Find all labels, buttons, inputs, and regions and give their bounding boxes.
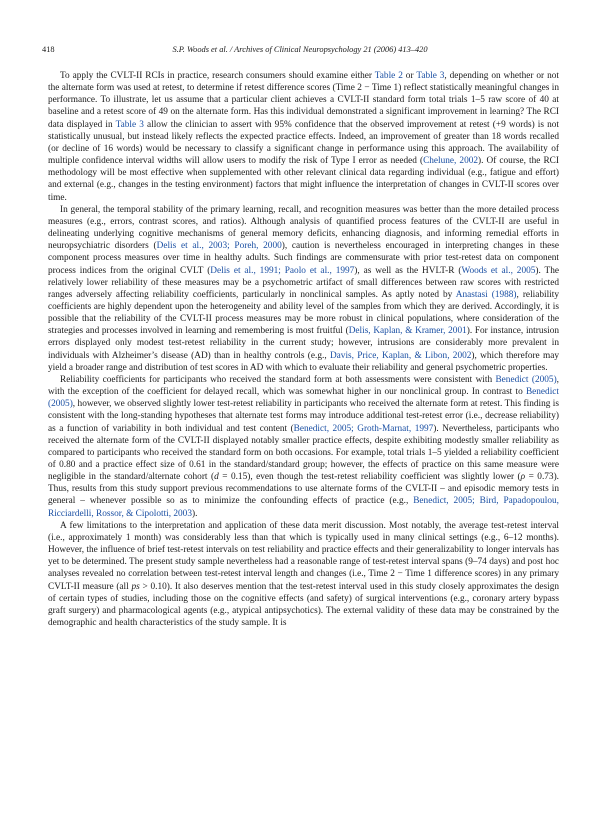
italic-symbol: ρ: [520, 472, 526, 483]
citation-link[interactable]: Benedict (2005): [48, 387, 559, 410]
text-run: , however, we observed slightly lower test-retest reliability in participants who received the alternate form at retest. This finding is consistent with the long-standing hypotheses that alternate test forms may introduce additional test-retest error (i.e., decrease reliability) as a function of variability in both individual and test content (: [48, 399, 559, 434]
citation-link[interactable]: Table 3: [416, 71, 445, 81]
text-run: , with the exception of the coefficient for delayed recall, which was somewhat higher in our nonclinical group. In contrast to: [48, 374, 559, 398]
paragraph: [48, 70, 559, 204]
citation-link[interactable]: Davis, Price, Kaplan, & Libon, 2002: [329, 350, 472, 361]
text-run: ).: [191, 508, 198, 519]
paragraph: [48, 374, 559, 520]
text-run: , reliability coefficients are highly dependent upon the heterogeneity and ability level of the samples from which they are derived. Accordingly, it is possible that the reliability of the CVLT-II process measures may be more robust in clinical populations, where consideration of the strategies and processes involved in learning and remembering is most fruitful (: [48, 289, 559, 337]
citation-link[interactable]: Benedict, 2005; Groth-Marnat, 1997: [293, 423, 434, 434]
citation-link[interactable]: Benedict (2005): [495, 374, 557, 385]
paragraph: [48, 204, 559, 374]
italic-symbol: ps: [131, 581, 140, 592]
text-run: ). Of course, the RCI methodology will be most effective when supplemented with other relevant clinical data regarding individual (e.g., fatigue and effort) and external (e.g., changes in the testing environment) factors that might influence the interpretation of changes in CVLT-II scores over time.: [48, 156, 559, 203]
text-run: ). The relatively lower reliability of these measures may be a psychometric artifact of small differences between raw scores with restricted ranges adversely affecting reliability coefficients, particularly in nonclinical samples. As aptly noted by: [48, 265, 559, 300]
text-run: To apply the CVLT-II RCIs in practice, research consumers should examine either: [60, 71, 375, 81]
italic-symbol: d: [214, 472, 219, 483]
text-run: = 0.73). Thus, results from this study support previous recommendations to use alternate forms of the CVLT-II – and episodic memory tests in general – whenever possible so as to minimize the confounding effects of practice (e.g.,: [48, 472, 559, 507]
citation-link[interactable]: Table 3: [115, 119, 144, 130]
text-run: ), caution is nevertheless encouraged in interpreting changes in these component process measures over time in healthy adults. Such findings are commensurate with prior test-retest data on component process indices from the original CVLT (: [48, 241, 559, 276]
paragraph: [48, 520, 559, 629]
citation-link[interactable]: Chelune, 2002: [423, 156, 479, 167]
article-body: [48, 70, 559, 629]
text-run: , depending on whether or not the alternate form was used at retest, to determine if retest difference scores (Time 2 − Time 1) reflect statistically meaningful changes in performance. To illustrate, let us assume that a particular client achieves a CVLT-II standard form total trials 1–5 raw score of 40 at baseline and a retest score of 49 on the alternate form. Has this individual demonstrated a significant improvement in learning? The RCI data displayed in: [48, 71, 559, 130]
text-run: A few limitations to the interpretation and application of these data merit discussion. Most notably, the average test-retest interval (i.e., approximately 1 month) was considerably less than that which is typically used in many clinical settings (e.g., 6–12 months). However, the influence of brief test-retest intervals on test reliability and practice effects and their generalizability to longer intervals has yet to be determined. The present study sample nevertheless had a reasonable range of test-retest interval spans (9–74 days) and post hoc analyses revealed no correlation between test-retest interval length and changes (i.e., Time 2 − Time 1 difference scores) in any primary CVLT-II measure (all: [48, 520, 559, 592]
page-number: 418: [42, 45, 55, 54]
text-run: In general, the temporal stability of the primary learning, recall, and recognition measures was better than the more detailed process measures (e.g., errors, contrast scores, and ratios). Although analysis of quantified process features of the CVLT-II are useful in delineating underlying cognitive mechanisms of general memory deficits, enhancing diagnosis, and informing remedial efforts in neuropsychiatric disorders (: [48, 204, 559, 252]
text-run: ), which therefore may yield a broader range and distribution of test scores in AD with which to evaluate their reliability and general psychometric properties.: [48, 350, 559, 373]
citation-link[interactable]: Anastasi (1988): [455, 289, 517, 300]
text-run: ). For instance, intrusion errors displayed only modest test-retest reliability in the current study; however, intrusions are considerably more prevalent in individuals with Alzheimer’s disease (AD) than in healthy controls (e.g.,: [48, 326, 559, 361]
text-run: ). Nevertheless, participants who received the alternate form of the CVLT-II displayed notably smaller practice effects, despite exhibiting modestly smaller reliability as compared to participants who received the standard form on both occasions. For example, total trials 1–5 yielded a reliability coefficient of 0.80 and a practice effect size of 0.61 in the standard/standard group; however, the effects of practice on this same measure were negligible in the standard/alternate cohort (: [48, 423, 559, 483]
text-run: > 0.10). It also deserves mention that the test-retest interval used in this study closely approximates the design of certain types of studies, including those on the cognitive effects (and safety) of surgical interventions (e.g., coronary artery bypass graft surgery) and pharmacological agents (e.g., atypical antipsychotics). The external validity of these data may be constrained by the demographic and health characteristics of the study sample. It is: [48, 581, 560, 629]
text-run: allow the clinician to assert with 95% confidence that the observed improvement at retest (+9 words) is not statistically unusual, but instead likely reflects the expected practice effects. Indeed, an improvement of greater than 18 words recalled (or decline of 16 words) would be necessary to classify a significant change in performance using this approach. The availability of multiple confidence interval widths will allow users to modify the risk of Type I error as needed (: [48, 119, 560, 167]
citation-link[interactable]: Benedict, 2005; Bird, Papadopoulou, Ricciardelli, Rossor, & Cipolotti, 2003: [48, 496, 559, 519]
text-run: ), as well as the HVLT-R (: [354, 265, 462, 276]
text-run: or: [402, 71, 417, 81]
citation-link[interactable]: Delis et al., 1991; Paolo et al., 1997: [210, 265, 355, 276]
citation-link[interactable]: Delis et al., 2003; Poreh, 2000: [156, 241, 282, 252]
citation-link[interactable]: Table 2: [374, 71, 403, 81]
citation-link[interactable]: Woods et al., 2005: [461, 265, 536, 276]
citation-link[interactable]: Delis, Kaplan, & Kramer, 2001: [348, 326, 467, 337]
text-run: Reliability coefficients for participants who received the standard form at both assessments were consistent with: [60, 374, 496, 385]
page-header: [42, 44, 558, 58]
running-head: S.P. Woods et al. / Archives of Clinical Neuropsychology 21 (2006) 413–420: [172, 45, 428, 54]
text-run: = 0.15), even though the test-retest reliability coefficient was slightly lower (: [218, 472, 521, 483]
